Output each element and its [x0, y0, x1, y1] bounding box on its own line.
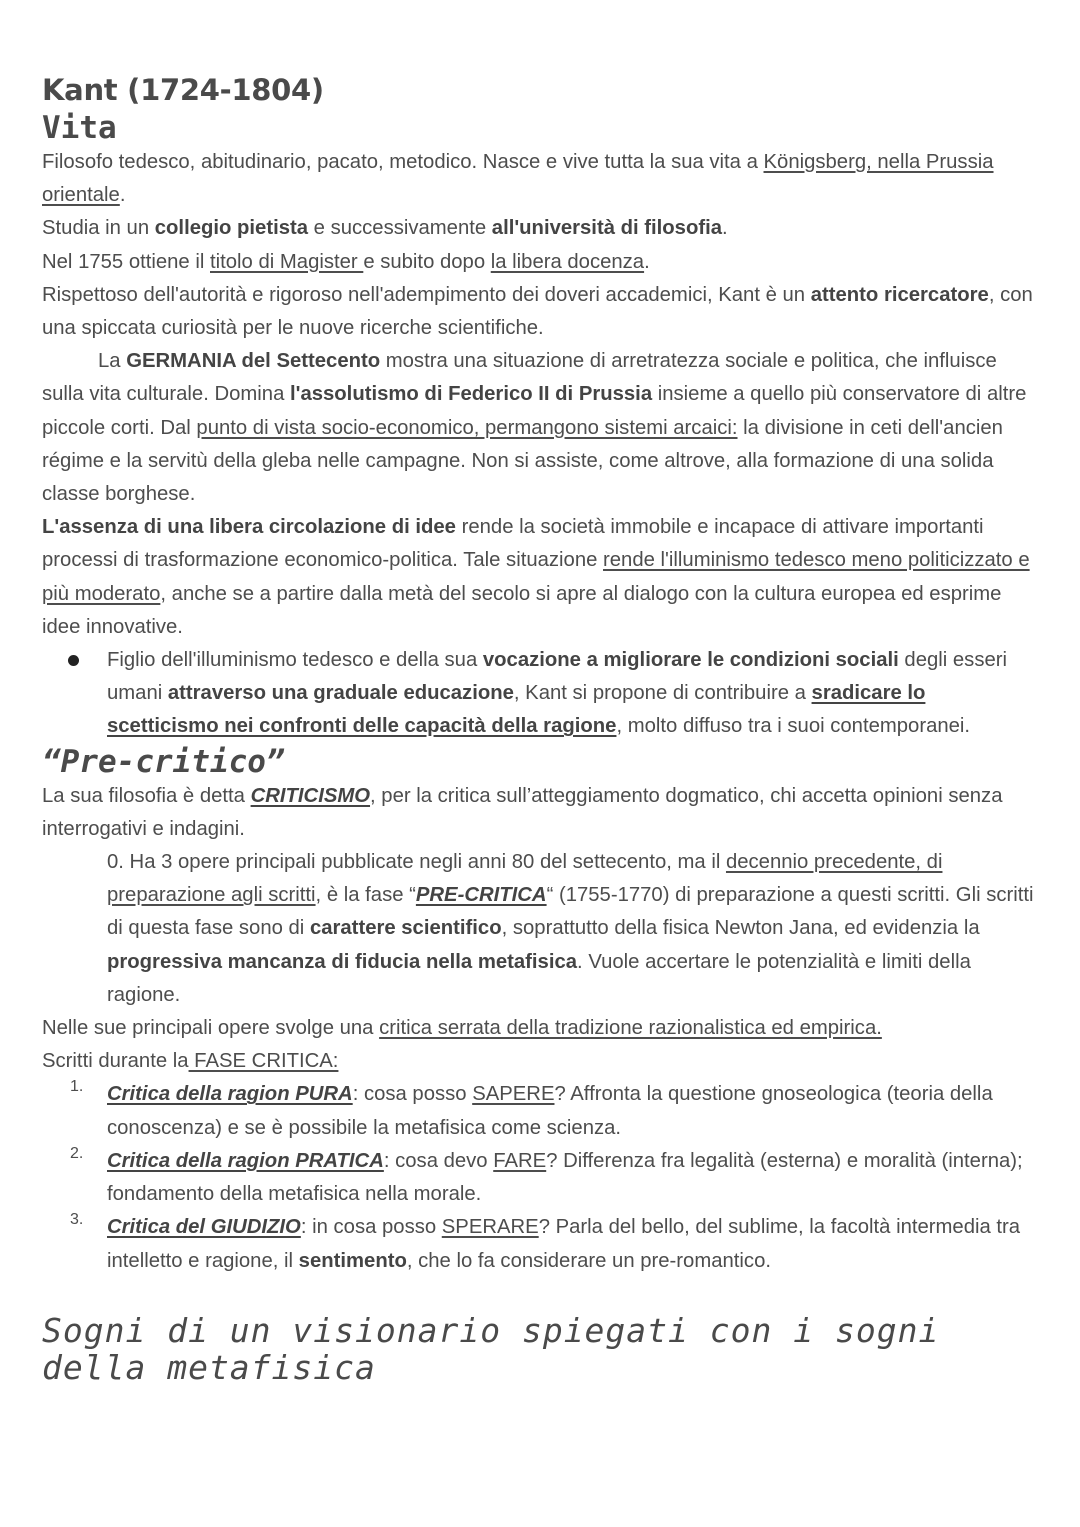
list-number: 2. [70, 1144, 84, 1162]
numbered-item-zero [42, 846, 1042, 1012]
bold-italic-underlined-text: CRITICISMO [250, 784, 371, 807]
bold-underlined-text: sradicare lo scetticismo nei confronti delle capacità della ragione [107, 682, 926, 738]
bold-text: collegio pietista [154, 217, 309, 240]
list-item-text: Critica del GIUDIZIO: in cosa posso SPERARE? Parla del bello, del sublime, la facoltà intermedia tra intelletto e ragione, il sentimento, che lo fa considerare un pre-romantico. [107, 1216, 1021, 1272]
bold-text: all'università di filosofia [491, 217, 723, 240]
underlined-text: titolo di Magister [210, 250, 364, 273]
underlined-text: punto di vista socio-economico, permangono sistemi arcaici: [196, 416, 738, 439]
paragraph-intro: Filosofo tedesco, abitudinario, pacato, metodico. Nasce e vive tutta la sua vita a Königsberg, nella Prussia orientale. [42, 151, 994, 207]
paragraph-fase-critica: Scritti durante la FASE CRITICA: [42, 1050, 339, 1073]
underlined-text: SAPERE [472, 1083, 555, 1106]
document-page [42, 70, 1042, 1386]
underlined-text: FASE CRITICA: [188, 1050, 339, 1073]
bold-text: attento ricercatore [810, 283, 989, 306]
bold-text: carattere scientifico [309, 917, 502, 940]
page-title: Kant (1724-1804) [42, 73, 324, 107]
underlined-text: la libera docenza [490, 250, 645, 273]
ordered-list-item [42, 1211, 1042, 1277]
bold-text: attraverso una graduale educazione [167, 682, 514, 705]
list-item-text: Critica della ragion PRATICA: cosa devo FARE? Differenza fra legalità (esterna) e moralità (interna); fondamento della metafisica nella morale. [107, 1149, 1023, 1206]
paragraph-critica-serrata: Nelle sue principali opere svolge una critica serrata della tradizione razionalistica ed empirica. [42, 1017, 882, 1040]
underlined-text: FARE [493, 1149, 547, 1172]
list-number: 3. [70, 1211, 84, 1229]
work-title: Critica della ragion PRATICA [107, 1149, 384, 1172]
underlined-text: SPERARE [441, 1216, 539, 1239]
section-spacer [42, 1278, 1042, 1312]
paragraph-ideas: L'assenza di una libera circolazione di idee rende la società immobile e incapace di attivare importanti processi di trasformazione economico-politica. Tale situazione rende l'illuminismo tedesco meno politicizzato e più moderato, anche se a partire dalla metà del secolo si apre al dialogo con la cultura europea ed esprime idee innovative. [42, 516, 1030, 638]
section-heading-precritico: “Pre-critico” [42, 743, 285, 780]
underlined-text: Königsberg, nella Prussia orientale [42, 151, 994, 207]
bullet-item [42, 644, 1042, 744]
zero-text: 0. Ha 3 opere principali pubblicate negli anni 80 del settecento, ma il decennio precedente, di preparazione agli scritti, è la fase “PRE-CRITICA“ (1755-1770) di preparazione a questi scritti. Gli scritti di questa fase sono di carattere scientifico, soprattutto della fisica Newton Jana, ed evidenzia la progressiva mancanza di fiducia nella metafisica. Vuole accertare le potenzialità e limiti della ragione. [107, 851, 1034, 1006]
paragraph-researcher: Rispettoso dell'autorità e rigoroso nell'adempimento dei doveri accademici, Kant è un attento ricercatore, con una spiccata curiosità per le nuove ricerche scientifiche. [42, 283, 1033, 340]
bold-text: GERMANIA del Settecento [126, 350, 381, 373]
work-title: Critica della ragion PURA [107, 1083, 353, 1106]
section-heading-vita: Vita [42, 110, 117, 146]
list-item-text: Critica della ragion PURA: cosa posso SAPERE? Affronta la questione gnoseologica (teoria della conoscenza) e se è possibile la metafisica come scienza. [107, 1083, 993, 1139]
bullet-text: Figlio dell'illuminismo tedesco e della sua vocazione a migliorare le condizioni sociali degli esseri umani attraverso una graduale educazione, Kant si propone di contribuire a sradicare lo scetticismo nei confronti delle capacità della ragione, molto diffuso tra i suoi contemporanei. [107, 649, 1008, 738]
work-title: Critica del GIUDIZIO [107, 1216, 301, 1239]
underlined-text: rende l'illuminismo tedesco meno politicizzato e più moderato [42, 549, 1030, 605]
paragraph-magister: Nel 1755 ottiene il titolo di Magister e subito dopo la libera docenza. [42, 250, 650, 273]
bold-text: l'assolutismo di Federico II di Prussia [290, 383, 653, 406]
bold-text: sentimento [298, 1249, 407, 1272]
list-number: 1. [70, 1078, 84, 1096]
bold-text: progressiva mancanza di fiducia nella metafisica [107, 950, 578, 973]
ordered-list-item [42, 1078, 1042, 1144]
bold-text: vocazione a migliorare le condizioni sociali [482, 649, 899, 672]
paragraph-germania: La GERMANIA del Settecento mostra una situazione di arretratezza sociale e politica, che influisce sulla vita culturale. Domina l'assolutismo di Federico II di Prussia insieme a quello più conservatore di altre piccole corti. Dal punto di vista socio-economico, permangono sistemi arcaici: la divisione in ceti dell'ancien régime e la servitù della gleba nelle campagne. Non si assiste, come altrove, alla formazione di una solida classe borghese. [42, 350, 1027, 506]
bold-text: L'assenza di una libera circolazione di idee [42, 516, 456, 539]
section-heading-sogni: Sogni di un visionario spiegati con i sogni della metafisica [42, 1310, 940, 1387]
ordered-list-item [42, 1145, 1042, 1211]
bullet-dot-icon [68, 655, 79, 666]
underlined-text: critica serrata della tradizione razionalistica ed empirica. [379, 1017, 882, 1040]
underlined-text: decennio precedente, di preparazione agli scritti [107, 851, 943, 907]
paragraph-studies: Studia in un collegio pietista e successivamente all'università di filosofia. [42, 217, 728, 240]
bold-italic-underlined-text: PRE-CRITICA [415, 884, 547, 907]
paragraph-criticismo: La sua filosofia è detta CRITICISMO, per la critica sull’atteggiamento dogmatico, chi accetta opinioni senza interrogativi e indagini. [42, 784, 1003, 840]
